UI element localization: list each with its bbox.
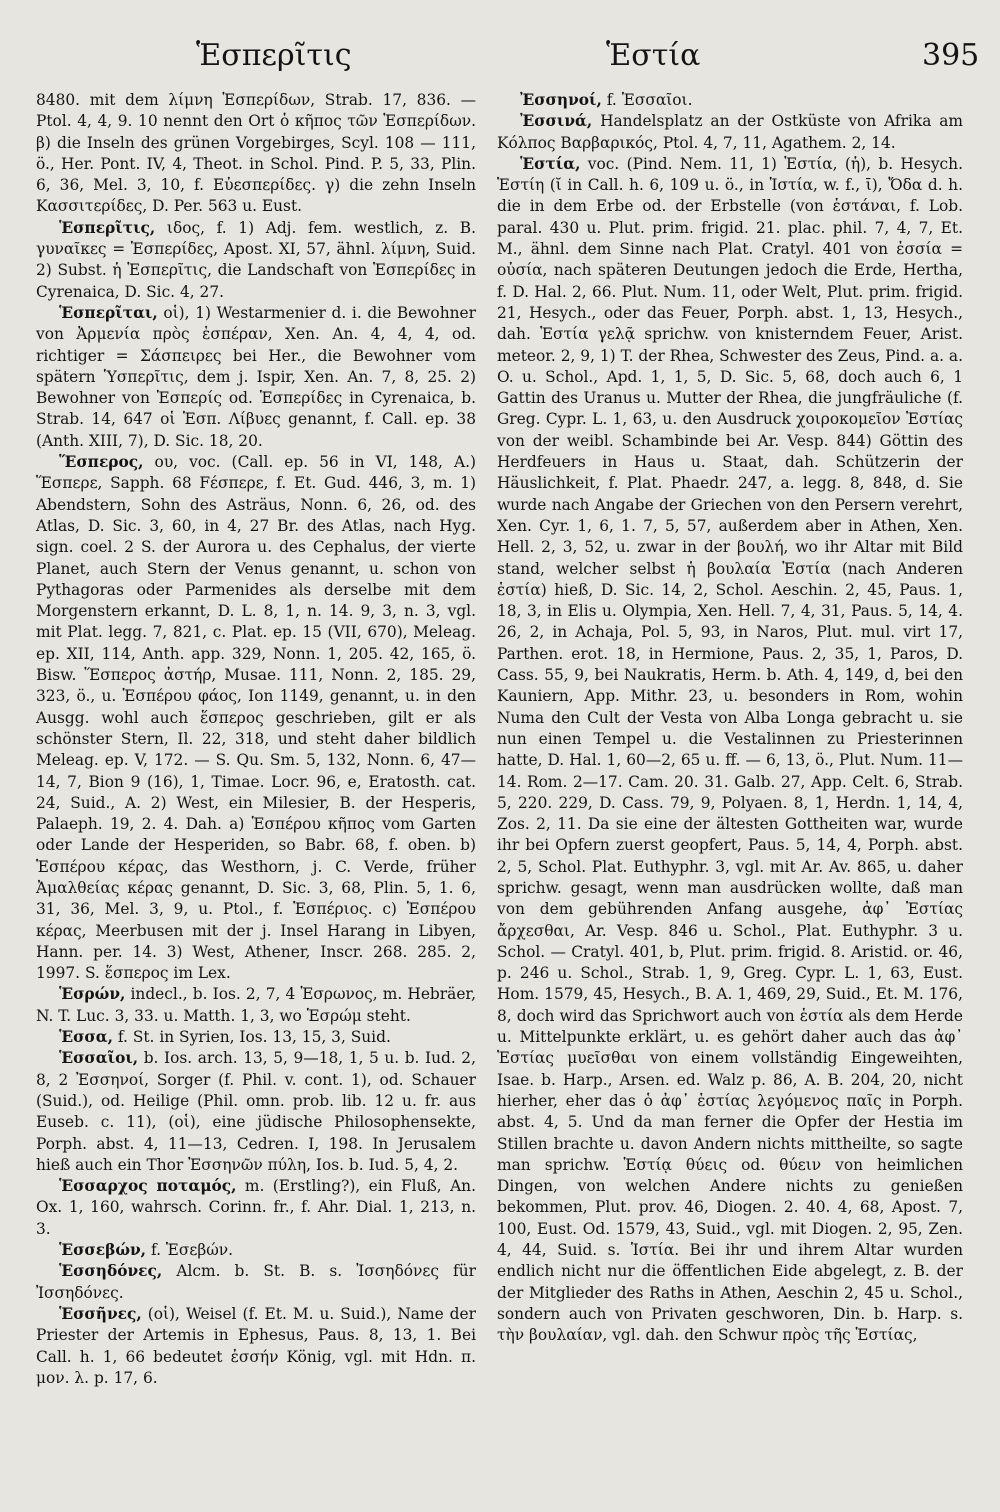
entry-headword: Ἑσσεβών, (59, 1241, 147, 1260)
entry-headword: Ἑσπερῖτις, (59, 218, 156, 237)
entry-headword: Ἑσσηδόνες, (59, 1262, 163, 1281)
entry-headword: Ἐσσηνοί, (520, 91, 602, 109)
entry-text: voc. (Pind. Nem. 11, 1) Ἑστία, (ἡ), b. Hesych. Ἑστίη (ῐ in Call. h. 6, 109 u. ö., in Ἱστία, w. f., ῑ), Ὄδα d. h. die in dem Erbe od. der Erbstelle (von ἑστάναι, f. Lob. paral. 430 u. Plut. prim. frigid. 21. plac. phil. 7, 4, 7, Et. M., ähnl. dem Sinne nach Plat. Cratyl. 401 von ἐσσία = οὐσία, nach späteren Deutungen jedoch die Erde, Hertha, f. D. Hal. 2, 66. Plut. Num. 11, oder Welt, Plut. prim. frigid. 21, Hesych., oder das Feuer, Porph. abst. 1, 13, Hesych., dah. Ἑστία γελᾷ sprichw. von knisterndem Feuer, Arist. meteor. 2, 9, 1) T. der Rhea, Schwester des Zeus, Pind. a. a. O. u. Schol., Apd. 1, 1, 5, D. Sic. 5, 68, doch auch 6, 1 Gattin des Uranus u. Mutter der Rhea, die jungfräuliche (f. Greg. Cypr. L. 1, 63, u. den Ausdruck χοιροκομεῖον Ἑστίας von der weibl. Schambinde bei Ar. Vesp. 844) Göttin des Herdfeuers in Haus u. Staat, dah. Schützerin der Häuslichkeit, f. Plat. Phaedr. 247, a. legg. 8, 848, d. Sie wurde nach Angabe der Griechen von den Persern verehrt, Xen. Cyr. 1, 6, 1. 7, 5, 57, außerdem aber in Athen, Xen. Hell. 2, 3, 52, u. zwar in der βουλή, wo ihr Altar mit Bild stand, welcher selbst ἡ βουλαία Ἑστία (nach Anderen ἑστία) hieß, D. Sic. 14, 2, Schol. Aeschin. 2, 45, Paus. 1, 18, 3, in Elis u. Olympia, Xen. Hell. 7, 4, 31, Paus. 5, 14, 4. 26, 2, in Achaja, Pol. 5, 93, in Naros, Plut. mul. virt 17, Parthen. erot. 18, in Hermione, Paus. 2, 35, 1, Paros, D. Cass. 55, 9, bei Naukratis, Herm. b. Ath. 4, 149, d, bei den Kauniern, App. Mithr. 23, u. besonders in Rom, wohin Numa den Cult der Vesta von Alba Longa gebracht u. sie nun einen Tempel u. die Vestalinnen zu Priesterinnen hatte, D. Hal. 1, 60—2, 65 u. ff. — 6, 13, ö., Plut. Num. 11—14. Rom. 2—17. Cam. 20. 31. Galb. 27, App. Celt. 6, Strab. 5, 220. 229, D. Cass. 79, 9, Polyaen. 8, 1, Herdn. 1, 14, 4, Zos. 2, 11. Da sie eine der ältesten Gottheiten war, wurde ihr bei Opfern zuerst geopfert, Paus. 5, 14, 4, Porph. abst. 2, 5, Schol. Plat. Euthyphr. 3, vgl. mit Ar. Av. 865, u. daher sprichw. gesagt, wenn man ausdrücken wollte, daß man von dem gebührenden Anfang ausgehe, ἀφ᾽ Ἑστίας ἄρχεσθαι, Ar. Vesp. 846 u. Schol., Plat. Euthyphr. 3 u. Schol. — Cratyl. 401, b, Plut. prim. frigid. 8. Aristid. or. 46, p. 246 u. Schol., Strab. 1, 9, Greg. Cypr. L. 1, 63, Eust. Hom. 1579, 45, Hesych., B. A. 1, 469, 29, Suid., Et. M. 176, 8, doch wird das Sprichwort auch von ἑστία als dem Herde u. Mittelpunkte erklärt, u. es gehört daher auch das ἀφ᾽ Ἑστίας μυεῖσθαι von einem vollständig Eingeweihten, Isae. b. Harp., Arsen. ed. Walz p. 86, A. B. 204, 20, nicht hierher, eher das ὁ ἀφ᾽ ἑστίας λεγόμενος παῖς in Porph. abst. 4, 5. Und da man ferner die Opfer der Hestia im Stillen brachte u. davon Andern nichts mittheilte, so sagte man sprichw. Ἑστίᾳ θύεις od. θύειν von heimlichen Dingen, von welchen Andere nichts zu genießen bekommen, Plut. prov. 46, Diogen. 2. 40. 4, 68, Apost. 7, 100, Eust. Od. 1579, 43, Suid., vgl. mit Diogen. 2, 95, Zen. 4, 44, Suid. s. Ἱστία. Bei ihr und ihrem Altar wurden endlich nicht nur die öffentlichen Eide abgelegt, z. B. der der Mitglieder des Raths in Athen, Aeschin 2, 45 u. Schol., sondern auch von Privaten geschworen, Din. b. Harp. s. τὴν βουλαίαν, vgl. dah. den Schwur πρὸς τῆς Ἑστίας, (497, 154, 963, 1345)
entry-headword: Ἐσσινά, (520, 112, 593, 131)
dictionary-entry (36, 1176, 476, 1240)
entry-text: (οἱ), Weisel (f. Et. M. u. Suid.), Name der Priester der Artemis in Ephesus, Paus. 8, 13, 1. Bei Call. h. 1, 66 bedeutet ἐσσήν König, vgl. mit Hdn. π. μον. λ. p. 17, 6. (36, 1304, 476, 1387)
entry-text: ιδος, f. 1) Adj. fem. westlich, z. B. γυναῖκες = Ἑσπερίδες, Apost. XI, 57, ähnl. λίμνη, Suid. 2) Subst. ἡ Ἑσπερῖτις, die Landschaft von Ἑσπερίδες in Cyrenaica, D. Sic. 4, 27. (36, 218, 476, 301)
entry-text: m. (Erstling?), ein Fluß, An. Ox. 1, 160, wahrsch. Corinn. fr., f. Ahr. Dial. 1, 213, n. 3. (36, 1177, 476, 1238)
entry-headword: Ἑστία, (520, 154, 581, 173)
dictionary-entry (497, 154, 963, 1347)
entry-text: b. Ios. arch. 13, 5, 9—18, 1, 5 u. b. Iud. 2, 8, 2 Ἐσσηνοί, Sorger (f. Phil. v. cont. 1), od. Schauer (Suid.), od. Heilige (Phil. omn. prob. lib. 12 u. fr. aus Euseb. c. 11), (οἱ), eine jüdische Philosophensekte, Porph. abst. 4, 11—13, Cedren. I, 198. In Jerusalem hieß auch ein Thor Ἐσσηνῶν πύλη, Ios. b. Iud. 5, 4, 2. (36, 1049, 476, 1174)
entry-text: 8480. mit dem λίμνη Ἑσπερίδων, Strab. 17, 836. — Ptol. 4, 4, 9. 10 nennt den Ort ὁ κῆπος τῶν Ἑσπερίδων. β) die Inseln des grünen Vorgebirges, Scyl. 108 — 111, ö., Her. Pont. IV, 4, Theot. in Schol. Pind. P. 5, 33, Plin. 6, 36, Mel. 3, 10, f. Εὐεσπερίδες. γ) die zehn Inseln Κασσιτερίδες, D. Per. 563 u. Eust. (36, 91, 476, 216)
dictionary-entry (36, 1304, 476, 1389)
left-column (36, 90, 476, 1389)
entry-headword: Ἑσσῆνες, (59, 1304, 142, 1323)
dictionary-entry (497, 111, 963, 154)
dictionary-entry (36, 303, 476, 452)
entry-text: indecl., b. Ios. 2, 7, 4 Ἑσρωνος, m. Hebräer, N. T. Luc. 3, 33. u. Matth. 1, 3, wo Ἑσρώμ steht. (36, 985, 476, 1025)
entry-text: ου, voc. (Call. ep. 56 in VI, 148, A.) Ἕσπερε, Sapph. 68 Fέσπερε, f. Et. Gud. 446, 3, m. 1) Abendstern, Sohn des Asträus, Nonn. 6, 26, od. des Atlas, D. Sic. 3, 60, in 4, 27 Br. des Atlas, nach Hyg. sign. coel. 2 S. der Aurora u. des Cephalus, der vierte Planet, auch Stern der Venus genannt, u. schon von Pythagoras oder Parmenides als derselbe mit dem Morgenstern erkannt, D. L. 8, 1, n. 14. 9, 3, n. 3, vgl. mit Plat. legg. 7, 821, c. Plat. ep. 15 (VII, 670), Meleag. ep. XII, 114, Anth. app. 329, Nonn. 1, 205. 42, 165, ö. Bisw. Ἕσπερος ἀστήρ, Musae. 111, Nonn. 2, 185. 29, 323, ö., u. Ἑσπέρου φάος, Ion 1149, genannt, u. in den Ausgg. wohl auch ἕσπερος geschrieben, gilt er als schönster Stern, Il. 22, 318, und steht daher bildlich Meleag. ep. V, 172. — S. Qu. Sm. 5, 132, Nonn. 6, 47—14, 7, Bion 9 (16), 1, Timae. Locr. 96, e, Eratosth. cat. 24, Suid., A. 2) West, ein Milesier, B. der Hesperis, Palaeph. 19, 2. 4. Dah. a) Ἑσπέρου κῆπος vom Garten oder Lande der Hesperiden, so Babr. 68, f. oben. b) Ἑσπέρου κέρας, das Westhorn, j. C. Verde, früher Ἀμαλθείας κέρας genannt, D. Sic. 3, 68, Plin. 5, 1. 6, 31, 36, Mel. 3, 9, u. Ptol., f. Ἑσπέριος. c) Ἑσπέρου κέρας, Meerbusen mit der j. Insel Harang in Libyen, Hann. per. 14. 3) West, Athener, Inscr. 268. 285. 2, 1997. S. ἕσπερος im Lex. (36, 453, 476, 983)
dictionary-entry (36, 452, 476, 984)
dictionary-entry (497, 90, 963, 111)
dictionary-entry (36, 90, 476, 218)
entry-text: Handelsplatz an der Ostküste von Afrika am Κόλπος Βαρβαρικός, Ptol. 4, 7, 11, Agathem. 2, 14. (497, 112, 963, 152)
dictionary-entry (36, 1027, 476, 1048)
running-head-left: Ἑσπερῖτις (196, 38, 352, 73)
running-head-right: Ἑστία (606, 38, 701, 73)
entry-headword: Ἑσπερῖται, (59, 303, 158, 322)
dictionary-entry (36, 1240, 476, 1261)
entry-text: f. St. in Syrien, Ios. 13, 15, 3, Suid. (117, 1028, 391, 1047)
entry-headword: Ἑσσαῖοι, (59, 1049, 139, 1068)
entry-headword: Ἕσπερος, (59, 453, 144, 472)
dictionary-entry (36, 218, 476, 303)
entry-text: οἱ), 1) Westarmenier d. i. die Bewohner von Ἀρμενία πρὸς ἑσπέραν, Xen. An. 4, 4, 4, od. richtiger = Σάσπειρες bei Her., die Bewohner vom spätern Ὑσπερῖτις, dem j. Ispir, Xen. An. 7, 8, 25. 2) Bewohner von Ἑσπερίς od. Ἑσπερίδες in Cyrenaica, b. Strab. 14, 647 οἱ Ἑσπ. Λίβυες genannt, f. Call. ep. 38 (Anth. XIII, 7), D. Sic. 18, 20. (36, 303, 476, 450)
entry-headword: Ἑσσαρχος ποταμός, (59, 1177, 237, 1196)
entry-headword: Ἑσσα, (59, 1028, 113, 1047)
entry-text: Alcm. b. St. B. s. Ἰσσηδόνες für Ἰσσηδόνες. (36, 1262, 476, 1302)
page-number: 395 (922, 38, 980, 73)
entry-text: f. Ἑσεβών. (150, 1241, 234, 1260)
entry-text: f. Ἐσσαῖοι. (606, 91, 693, 109)
right-column (497, 90, 963, 1347)
dictionary-entry (36, 1261, 476, 1304)
dictionary-entry (36, 1048, 476, 1176)
entry-headword: Ἑσρών, (59, 985, 126, 1004)
dictionary-entry (36, 984, 476, 1027)
